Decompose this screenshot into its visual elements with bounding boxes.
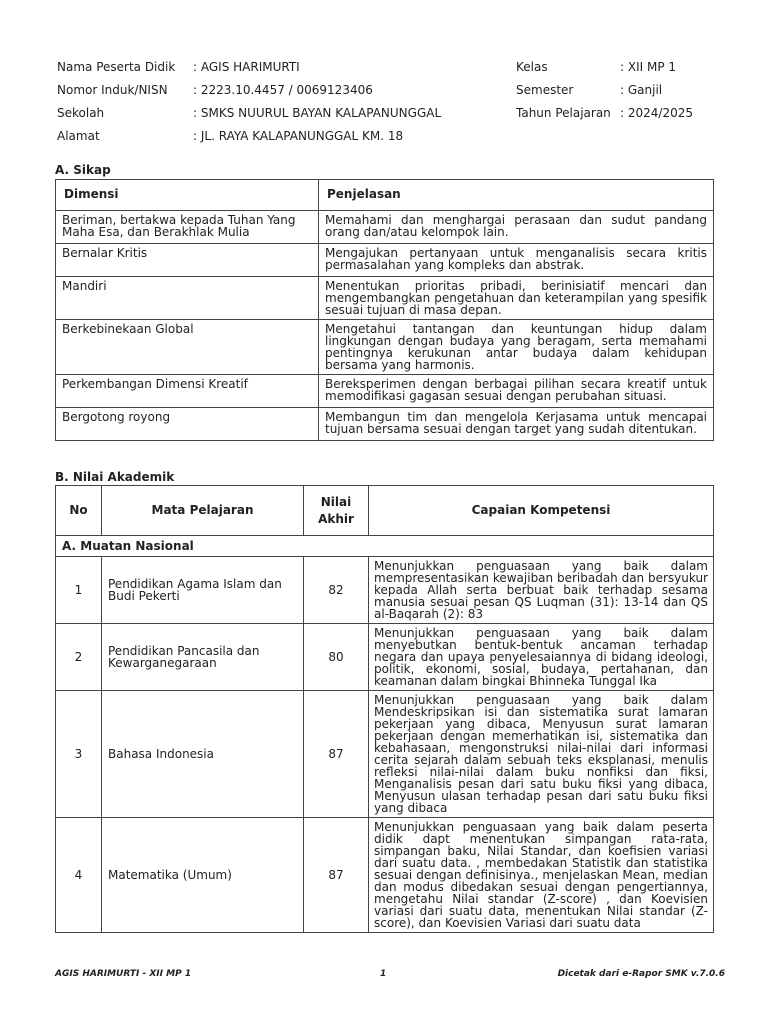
dimensi-cell: Perkembangan Dimensi Kreatif [56,375,319,408]
no-cell: 1 [56,557,102,624]
table-row [56,557,714,624]
dimensi-cell: Mandiri [56,277,319,320]
student-info-right [516,56,693,125]
info-value: : AGIS HARIMURTI [193,60,300,74]
info-row [516,79,693,102]
info-value: : XII MP 1 [620,60,677,74]
nilai-cell: 82 [304,557,369,624]
header-no: No [56,486,102,536]
footer-student: AGIS HARIMURTI - XII MP 1 [55,969,192,979]
table-row [56,624,714,691]
info-row [57,102,441,125]
info-row [516,56,693,79]
capaian-cell: Menunjukkan penguasaan yang baik dalam mempresentasikan kewajiban beribadah dan bersyukur kepada Allah serta berbuat baik terhadap sesama manusia sesuai pesan QS Luqman (31): 13-14 dan QS al-Baqarah (2): 83 [369,557,714,624]
info-value: : Ganjil [620,83,663,97]
penjelasan-cell: Mengajukan pertanyaan untuk menganalisis secara kritis permasalahan yang kompleks dan abstrak. [319,244,714,277]
penjelasan-cell: Memahami dan menghargai perasaan dan sudut pandang orang dan/atau kelompok lain. [319,211,714,244]
info-value: : SMKS NUURUL BAYAN KALAPANUNGGAL [193,106,442,120]
table-header-row [56,486,714,536]
nilai-cell: 87 [304,818,369,933]
mapel-cell: Bahasa Indonesia [102,691,304,818]
info-row [57,79,441,102]
no-cell: 3 [56,691,102,818]
no-cell: 4 [56,818,102,933]
footer-printed-by: Dicetak dari e-Rapor SMK v.7.0.6 [557,969,725,979]
header-dimensi: Dimensi [56,180,319,211]
info-value: : 2024/2025 [620,106,693,120]
table-row [56,375,714,408]
penjelasan-cell: Membangun tim dan mengelola Kerjasama untuk mencapai tujuan bersama sesuai dengan target yang sudah ditentukan. [319,408,714,441]
info-label: Semester [516,83,574,97]
table-row [56,277,714,320]
nilai-table [55,485,714,933]
mapel-cell: Pendidikan Agama Islam dan Budi Pekerti [102,557,304,624]
info-label: Alamat [57,129,100,143]
capaian-cell: Menunjukkan penguasaan yang baik dalam peserta didik dapt menentukan simpangan rata-rata, simpangan baku, Nilai Standar, dan koefisien variasi dari suatu data. , membedakan Statistik dan statistika sesuai dengan definisinya., menjelaskan Mean, median dan modus dibedakan sesuai dengan pengertiannya, mengetahu Nilai standar (Z-score) , dan Koevisien variasi dari suatu data, menentukan Nilai standar (Z-score), dan Koevisien Variasi dari suatu data [369,818,714,933]
info-value: : JL. RAYA KALAPANUNGGAL KM. 18 [193,129,404,143]
dimensi-cell: Berkebinekaan Global [56,320,319,375]
dimensi-cell: Bernalar Kritis [56,244,319,277]
no-cell: 2 [56,624,102,691]
table-row [56,211,714,244]
info-row [516,102,693,125]
table-row [56,691,714,818]
group-row [56,536,714,557]
info-label: Sekolah [57,106,105,120]
header-nilai-akhir: Nilai Akhir [304,486,369,536]
penjelasan-cell: Bereksperimen dengan berbagai pilihan secara kreatif untuk memodifikasi gagasan sesuai dengan perubahan situasi. [319,375,714,408]
header-penjelasan: Penjelasan [319,180,714,211]
dimensi-cell: Bergotong royong [56,408,319,441]
table-row [56,408,714,441]
section-title-nilai: B. Nilai Akademik [55,470,175,484]
info-label: Nama Peserta Didik [57,60,176,74]
header-capaian-kompetensi: Capaian Kompetensi [369,486,714,536]
group-label: A. Muatan Nasional [56,536,714,557]
header-mata-pelajaran: Mata Pelajaran [102,486,304,536]
table-row [56,244,714,277]
table-row [56,320,714,375]
footer-page-number: 1 [380,969,387,979]
sikap-table [55,179,714,441]
table-header-row [56,180,714,211]
table-row [56,818,714,933]
section-title-sikap: A. Sikap [55,163,111,177]
mapel-cell: Pendidikan Pancasila dan Kewarganegaraan [102,624,304,691]
nilai-cell: 80 [304,624,369,691]
info-label: Tahun Pelajaran [516,106,611,120]
info-row [57,56,441,79]
info-value: : 2223.10.4457 / 0069123406 [193,83,373,97]
mapel-cell: Matematika (Umum) [102,818,304,933]
nilai-cell: 87 [304,691,369,818]
penjelasan-cell: Mengetahui tantangan dan keuntungan hidup dalam lingkungan dengan budaya yang beragam, serta memahami pentingnya kerukunan antar budaya dalam kehidupan bersama yang harmonis. [319,320,714,375]
info-label: Kelas [516,60,548,74]
info-label: Nomor Induk/NISN [57,83,168,97]
dimensi-cell: Beriman, bertakwa kepada Tuhan Yang Maha Esa, dan Berakhlak Mulia [56,211,319,244]
info-row [57,125,441,148]
penjelasan-cell: Menentukan prioritas pribadi, berinisiatif mencari dan mengembangkan pengetahuan dan keterampilan yang spesifik sesuai tujuan di masa depan. [319,277,714,320]
student-info-left [57,56,441,148]
capaian-cell: Menunjukkan penguasaan yang baik dalam menyebutkan bentuk-bentuk ancaman terhadap negara dan upaya penyelesaiannya di bidang ideologi, politik, ekonomi, sosial, budaya, pertahanan, dan keamanan dalam bingkai Bhinneka Tunggal Ika [369,624,714,691]
capaian-cell: Menunjukkan penguasaan yang baik dalam Mendeskripsikan isi dan sistematika surat lamaran pekerjaan yang dibaca, Menyusun surat lamaran pekerjaan dengan memerhatikan isi, sistematika dan kebahasaan, mengonstruksi nilai-nilai dari informasi cerita sejarah dalam sebuah teks eksplanasi, menulis refleksi nilai-nilai dalam buku nonfiksi dan fiksi, Menganalisis pesan dari satu buku fiksi yang dibaca, Menyusun ulasan terhadap pesan dari satu buku fiksi yang dibaca [369,691,714,818]
